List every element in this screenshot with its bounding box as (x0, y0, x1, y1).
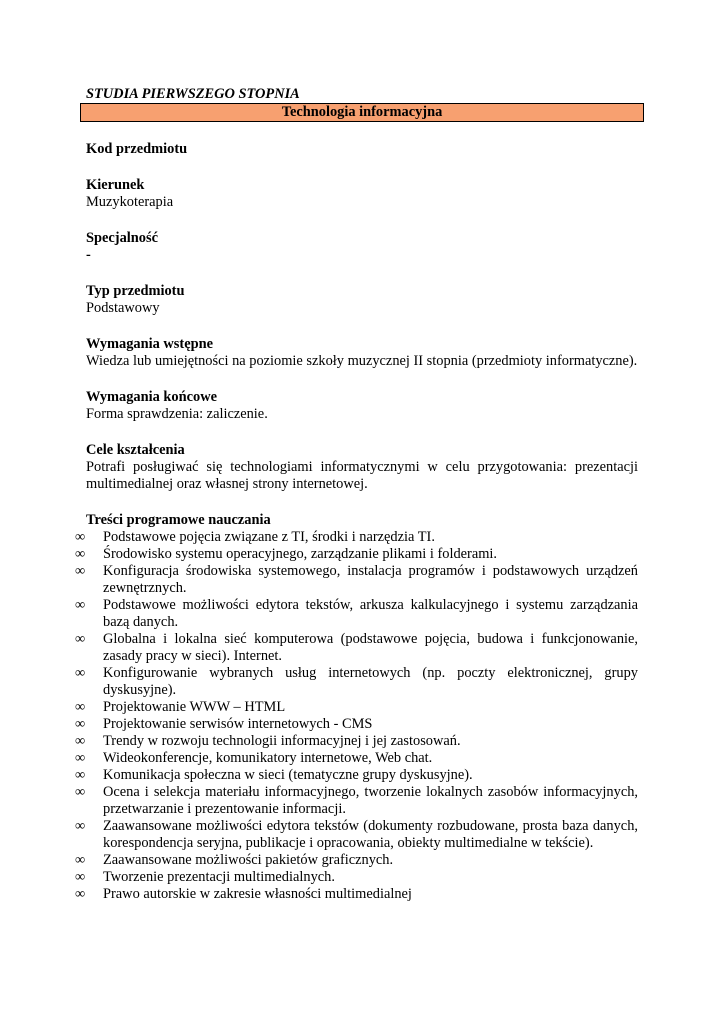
topic-text: Tworzenie prezentacji multimedialnych. (103, 869, 335, 885)
program-heading: Treści programowe nauczania (86, 512, 271, 528)
list-item (75, 631, 638, 665)
infinity-bullet-icon: ∞ (75, 750, 86, 766)
list-item (75, 767, 638, 784)
prerequisites-value: Wiedza lub umiejętności na poziomie szkoły muzycznej II stopnia (przedmioty informatyczne). (86, 353, 638, 369)
topic-text: Zaawansowane możliwości edytora tekstów (dokumenty rozbudowane, prosta baza danych, korespondencja seryjna, publikacje i opracowania, obiekty multimedialne w tekście). (103, 818, 638, 851)
infinity-bullet-icon: ∞ (75, 665, 86, 681)
list-item (75, 886, 638, 903)
document-page (75, 86, 638, 903)
list-item (75, 716, 638, 733)
goals-value: Potrafi posługiwać się technologiami informatycznymi w celu przygotowania: prezentacji multimedialnej oraz własnej strony internetowej. (86, 459, 638, 492)
list-item (75, 784, 638, 818)
infinity-bullet-icon: ∞ (75, 699, 86, 715)
section-prerequisites (86, 336, 638, 370)
topic-text: Konfigurowanie wybranych usług internetowych (np. poczty elektronicznej, grupy dyskusyjne). (103, 665, 638, 698)
course-code-heading: Kod przedmiotu (86, 141, 188, 157)
topic-text: Podstawowe pojęcia związane z TI, środki i narzędzia TI. (103, 529, 435, 545)
section-course-code (86, 141, 638, 158)
topic-text: Środowisko systemu operacyjnego, zarządzanie plikami i folderami. (103, 546, 498, 562)
section-field (86, 177, 638, 211)
program-topic-list (75, 529, 638, 903)
section-type (86, 283, 638, 317)
topic-text: Komunikacja społeczna w sieci (tematyczne grupy dyskusyjne). (103, 767, 473, 783)
infinity-bullet-icon: ∞ (75, 784, 86, 800)
topic-text: Trendy w rozwoju technologii informacyjnej i jej zastosowań. (103, 733, 461, 749)
type-heading: Typ przedmiotu (86, 283, 185, 299)
list-item (75, 852, 638, 869)
list-item (75, 869, 638, 886)
infinity-bullet-icon: ∞ (75, 869, 86, 885)
field-heading: Kierunek (86, 177, 145, 193)
list-item (75, 699, 638, 716)
list-item (75, 597, 638, 631)
final-requirements-heading: Wymagania końcowe (86, 389, 217, 405)
infinity-bullet-icon: ∞ (75, 597, 86, 613)
goals-heading: Cele kształcenia (86, 442, 185, 458)
infinity-bullet-icon: ∞ (75, 767, 86, 783)
section-specialty (86, 230, 638, 264)
list-item (75, 546, 638, 563)
infinity-bullet-icon: ∞ (75, 818, 86, 834)
topic-text: Prawo autorskie w zakresie własności multimedialnej (103, 886, 412, 902)
infinity-bullet-icon: ∞ (75, 563, 86, 579)
prerequisites-heading: Wymagania wstępne (86, 336, 213, 352)
list-item (75, 563, 638, 597)
specialty-value: - (86, 247, 91, 263)
topic-text: Projektowanie serwisów internetowych - CMS (103, 716, 373, 732)
subject-title-bar: Technologia informacyjna (80, 103, 644, 122)
list-item (75, 750, 638, 767)
topic-text: Podstawowe możliwości edytora tekstów, arkusza kalkulacyjnego i systemu zarządzania bazą danych. (103, 597, 638, 630)
section-goals (86, 442, 638, 493)
topic-text: Konfiguracja środowiska systemowego, instalacja programów i podstawowych urządzeń zewnętrznych. (103, 563, 638, 596)
infinity-bullet-icon: ∞ (75, 631, 86, 647)
topic-text: Zaawansowane możliwości pakietów graficznych. (103, 852, 394, 868)
field-value: Muzykoterapia (86, 194, 174, 210)
topic-text: Projektowanie WWW – HTML (103, 699, 286, 715)
list-item (75, 818, 638, 852)
section-final-requirements (86, 389, 638, 423)
final-requirements-value: Forma sprawdzenia: zaliczenie. (86, 406, 268, 422)
infinity-bullet-icon: ∞ (75, 546, 86, 562)
topic-text: Globalna i lokalna sieć komputerowa (podstawowe pojęcia, budowa i funkcjonowanie, zasady pracy w sieci). Internet. (103, 631, 638, 664)
infinity-bullet-icon: ∞ (75, 852, 86, 868)
study-level: STUDIA PIERWSZEGO STOPNIA (86, 86, 300, 102)
list-item (75, 665, 638, 699)
topic-text: Ocena i selekcja materiału informacyjnego, tworzenie lokalnych zasobów informacyjnych, przetwarzanie i prezentowanie informacji. (103, 784, 638, 817)
specialty-heading: Specjalność (86, 230, 158, 246)
topic-text: Wideokonferencje, komunikatory internetowe, Web chat. (103, 750, 433, 766)
infinity-bullet-icon: ∞ (75, 529, 86, 545)
infinity-bullet-icon: ∞ (75, 733, 86, 749)
infinity-bullet-icon: ∞ (75, 886, 86, 902)
type-value: Podstawowy (86, 300, 160, 316)
section-program (75, 512, 638, 903)
list-item (75, 529, 638, 546)
infinity-bullet-icon: ∞ (75, 716, 86, 732)
list-item (75, 733, 638, 750)
